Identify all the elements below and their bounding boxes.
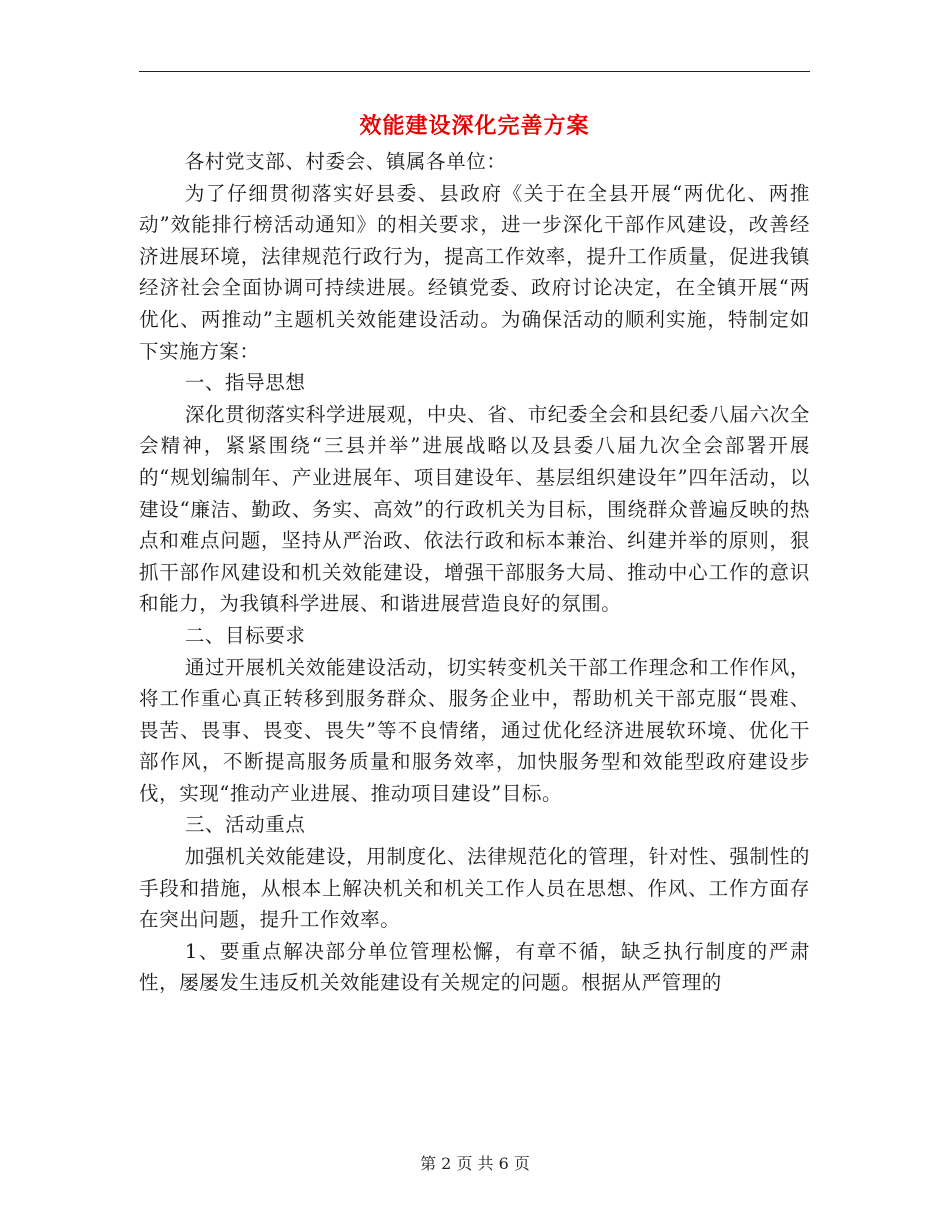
objectives-paragraph: 通过开展机关效能建设活动，切实转变机关干部工作理念和工作作风，将工作重心真正转移到服务群众、服务企业中，帮助机关干部克服“畏难、畏苦、畏事、畏变、畏失”等不良情绪，通过优化经济进展软环境、优化干部作风，不断提高服务质量和服务效率，加快服务型和效能型政府建设步伐，实现“推动产业进展、推动项目建设”目标。 [139, 655, 810, 805]
section-heading-key-activities: 三、活动重点 [184, 813, 306, 837]
page-number-footer: 第 2 页 共 6 页 [420, 1154, 530, 1173]
guiding-ideology-paragraph: 深化贯彻落实科学进展观，中央、省、市纪委全会和县纪委八届六次全会精神，紧紧围绕“三县并举”进展战略以及县委八届九次全会部署开展的“规划编制年、产业进展年、项目建设年、基层组织建设年”四年活动，以建设“廉洁、勤政、务实、高效”的行政机关为目标，围绕群众普遍反映的热点和难点问题，坚持从严治政、依法行政和标本兼治、纠建并举的原则，狠抓干部作风建设和机关效能建设，增强干部服务大局、推动中心工作的意识和能力，为我镇科学进展、和谐进展营造良好的氛围。 [139, 402, 810, 616]
salutation-paragraph: 各村党支部、村委会、镇属各单位： [184, 150, 507, 173]
header-rule [139, 71, 810, 72]
section-heading-guiding-ideology: 一、指导思想 [184, 371, 306, 395]
key-activities-paragraph: 加强机关效能建设，用制度化、法律规范化的管理，针对性、强制性的手段和措施，从根本上解决机关和机关工作人员在思想、作风、工作方面存在突出问题，提升工作效率。 [139, 845, 810, 932]
intro-paragraph: 为了仔细贯彻落实好县委、县政府《关于在全县开展“两优化、两推动”效能排行榜活动通知》的相关要求，进一步深化干部作风建设，改善经济进展环境，法律规范行政行为，提高工作效率，提升工作质量，促进我镇经济社会全面协调可持续进展。经镇党委、政府讨论决定，在全镇开展“两优化、两推动”主题机关效能建设活动。为确保活动的顺利实施，特制定如下实施方案： [139, 181, 810, 363]
document-title: 效能建设深化完善方案 [359, 113, 590, 139]
section-heading-objectives: 二、目标要求 [184, 623, 306, 647]
document-body [139, 146, 810, 999]
key-point-1-paragraph: 1、要重点解决部分单位管理松懈，有章不循，缺乏执行制度的严肃性，屡屡发生违反机关效能建设有关规定的问题。根据从严管理的 [139, 939, 810, 995]
